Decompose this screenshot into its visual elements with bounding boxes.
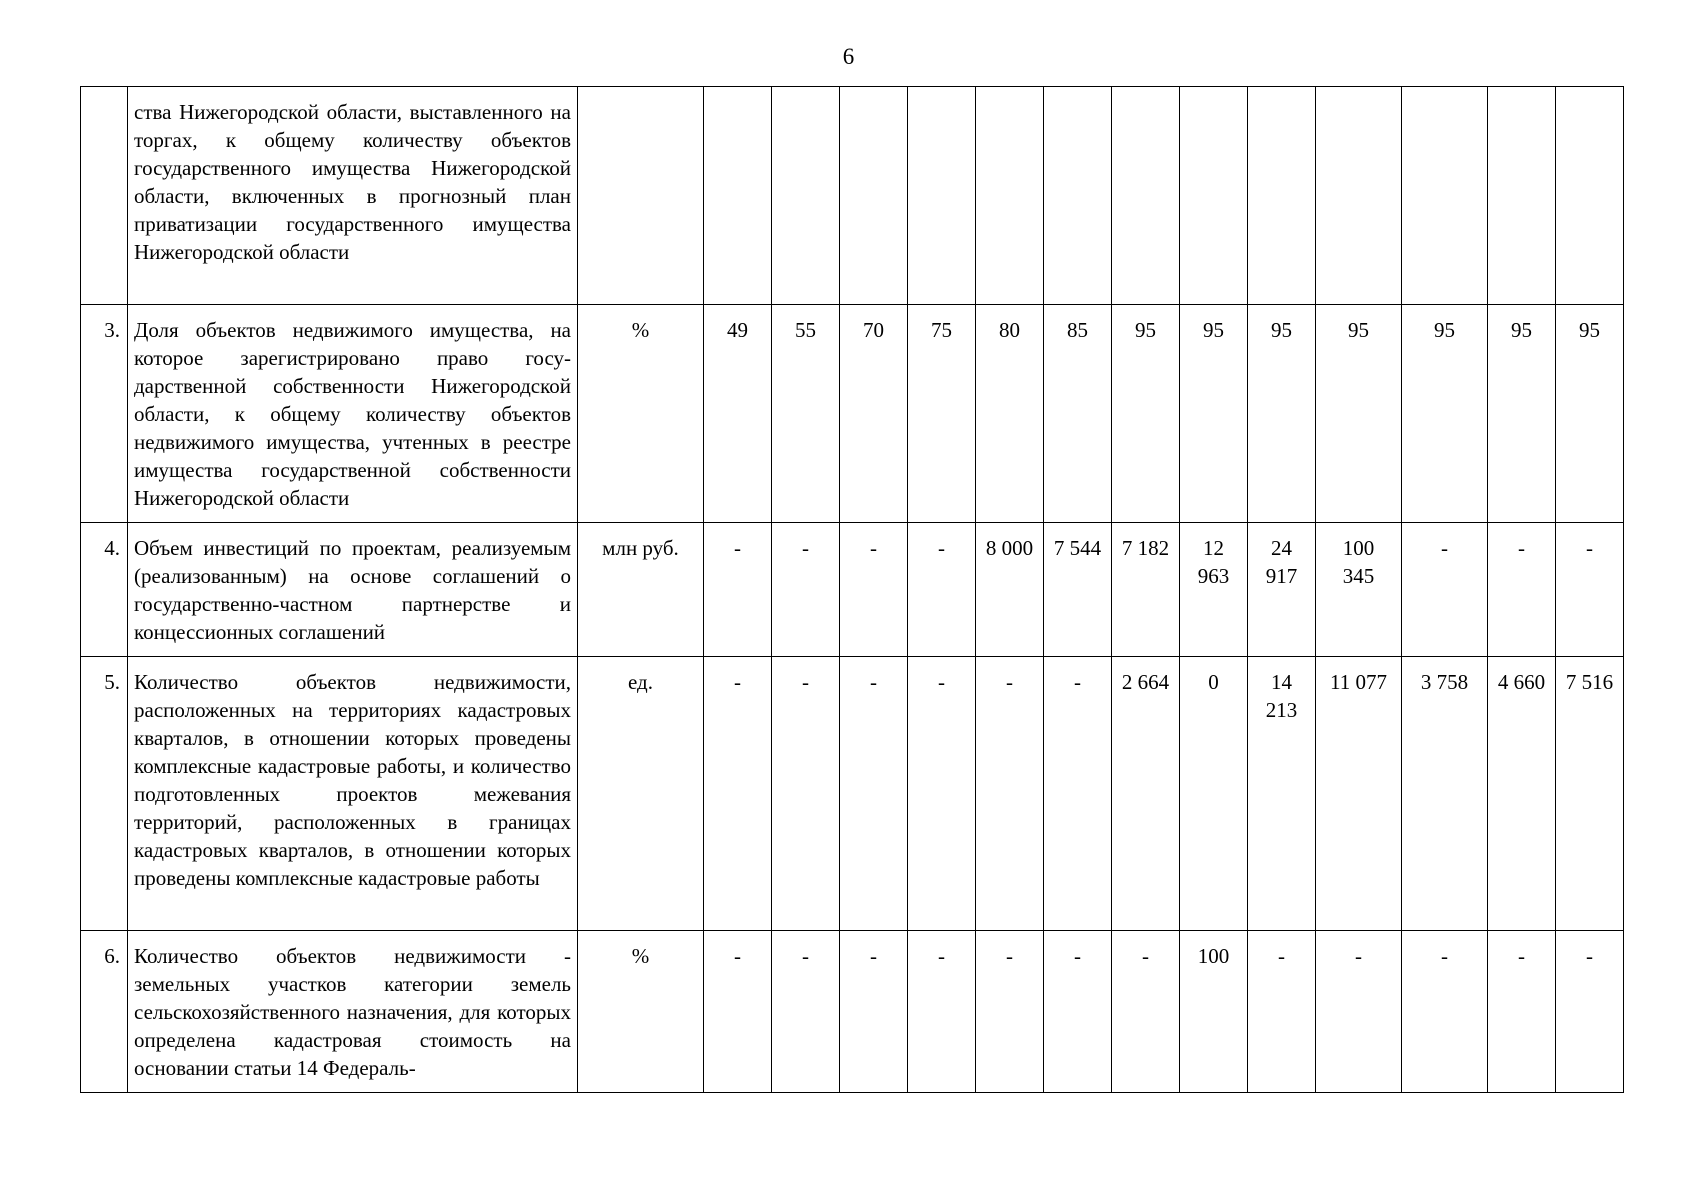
- value-cell: 95: [1488, 305, 1556, 523]
- value-cell: 100: [1180, 931, 1248, 1093]
- indicator-description-cell: Доля объектов недвижимого имущества, на которое зарегистрировано право государственной собственности Нижегородской области, к общему количеству объектов недвижимого имущества, учтенных в реестре имущества государственной собственности Нижегородской области: [128, 305, 578, 523]
- value-cell: 95: [1180, 305, 1248, 523]
- value-cell: 3 758: [1402, 657, 1488, 931]
- value-cell: 11 077: [1316, 657, 1402, 931]
- value-cell: 70: [840, 305, 908, 523]
- table-row: [81, 523, 1624, 657]
- value-cell: 95: [1402, 305, 1488, 523]
- value-cell: -: [976, 931, 1044, 1093]
- value-cell: -: [1556, 523, 1624, 657]
- row-number-cell: 4.: [81, 523, 128, 657]
- value-cell: [976, 87, 1044, 305]
- row-number-cell: 5.: [81, 657, 128, 931]
- value-cell: -: [1402, 931, 1488, 1093]
- value-cell: 95: [1248, 305, 1316, 523]
- value-cell: 80: [976, 305, 1044, 523]
- value-cell: 95: [1556, 305, 1624, 523]
- indicator-description-cell: Количество объектов недвижимости - земельных участков категории земель сельскохозяйственного назначения, для которых определена кадастровая стоимость на основании статьи 14 Федераль-: [128, 931, 578, 1093]
- value-cell: 4 660: [1488, 657, 1556, 931]
- value-cell: -: [908, 931, 976, 1093]
- value-cell: [1180, 87, 1248, 305]
- indicator-description-cell: ства Нижегородской области, выставленного на торгах, к общему количеству объектов государственного имущества Нижегородской области, включенных в прогнозный план приватизации государственного имущества Нижегородской области: [128, 87, 578, 305]
- value-cell: 8 000: [976, 523, 1044, 657]
- value-cell: [1556, 87, 1624, 305]
- value-cell: 24 917: [1248, 523, 1316, 657]
- value-cell: -: [1044, 657, 1112, 931]
- value-cell: [1112, 87, 1180, 305]
- value-cell: -: [704, 657, 772, 931]
- value-cell: [908, 87, 976, 305]
- value-cell: 7 544: [1044, 523, 1112, 657]
- value-cell: -: [704, 931, 772, 1093]
- value-cell: [840, 87, 908, 305]
- value-cell: [1316, 87, 1402, 305]
- value-cell: -: [704, 523, 772, 657]
- value-cell: [1248, 87, 1316, 305]
- value-cell: -: [1248, 931, 1316, 1093]
- value-cell: -: [1556, 931, 1624, 1093]
- value-cell: -: [1112, 931, 1180, 1093]
- unit-cell: млн руб.: [578, 523, 704, 657]
- value-cell: -: [772, 523, 840, 657]
- value-cell: -: [908, 657, 976, 931]
- table-row: [81, 87, 1624, 305]
- value-cell: [772, 87, 840, 305]
- indicators-table: [80, 86, 1624, 1093]
- indicator-description-cell: Количество объектов недвижимости, расположенных на территориях кадастровых кварталов, в отношении которых проведены комплексные кадастровые работы, и количество подготовленных проектов межевания территорий, расположенных в границах кадастровых кварталов, в отношении которых проведены комплексные кадастровые работы: [128, 657, 578, 931]
- row-number-cell: 3.: [81, 305, 128, 523]
- row-number-cell: [81, 87, 128, 305]
- value-cell: [1402, 87, 1488, 305]
- row-number-cell: 6.: [81, 931, 128, 1093]
- value-cell: -: [976, 657, 1044, 931]
- unit-cell: ед.: [578, 657, 704, 931]
- page-number: 6: [842, 44, 855, 69]
- value-cell: 95: [1316, 305, 1402, 523]
- value-cell: 95: [1112, 305, 1180, 523]
- value-cell: -: [908, 523, 976, 657]
- value-cell: -: [840, 523, 908, 657]
- value-cell: -: [1488, 931, 1556, 1093]
- value-cell: -: [1488, 523, 1556, 657]
- value-cell: -: [1316, 931, 1402, 1093]
- unit-cell: %: [578, 931, 704, 1093]
- value-cell: -: [1402, 523, 1488, 657]
- value-cell: -: [840, 657, 908, 931]
- value-cell: 7 516: [1556, 657, 1624, 931]
- value-cell: 55: [772, 305, 840, 523]
- table-row: [81, 305, 1624, 523]
- indicator-description-cell: Объем инвестиций по проектам, реализуемым (реализованным) на основе соглашений о государственно-частном партнерстве и концессионных соглашений: [128, 523, 578, 657]
- value-cell: -: [772, 931, 840, 1093]
- value-cell: [704, 87, 772, 305]
- value-cell: 7 182: [1112, 523, 1180, 657]
- value-cell: -: [772, 657, 840, 931]
- value-cell: -: [1044, 931, 1112, 1093]
- value-cell: 75: [908, 305, 976, 523]
- value-cell: [1044, 87, 1112, 305]
- value-cell: 14 213: [1248, 657, 1316, 931]
- value-cell: 2 664: [1112, 657, 1180, 931]
- value-cell: 49: [704, 305, 772, 523]
- table-row: [81, 657, 1624, 931]
- value-cell: 100 345: [1316, 523, 1402, 657]
- value-cell: [1488, 87, 1556, 305]
- unit-cell: %: [578, 305, 704, 523]
- value-cell: 12 963: [1180, 523, 1248, 657]
- value-cell: 0: [1180, 657, 1248, 931]
- table-row: [81, 931, 1624, 1093]
- value-cell: 85: [1044, 305, 1112, 523]
- value-cell: -: [840, 931, 908, 1093]
- unit-cell: [578, 87, 704, 305]
